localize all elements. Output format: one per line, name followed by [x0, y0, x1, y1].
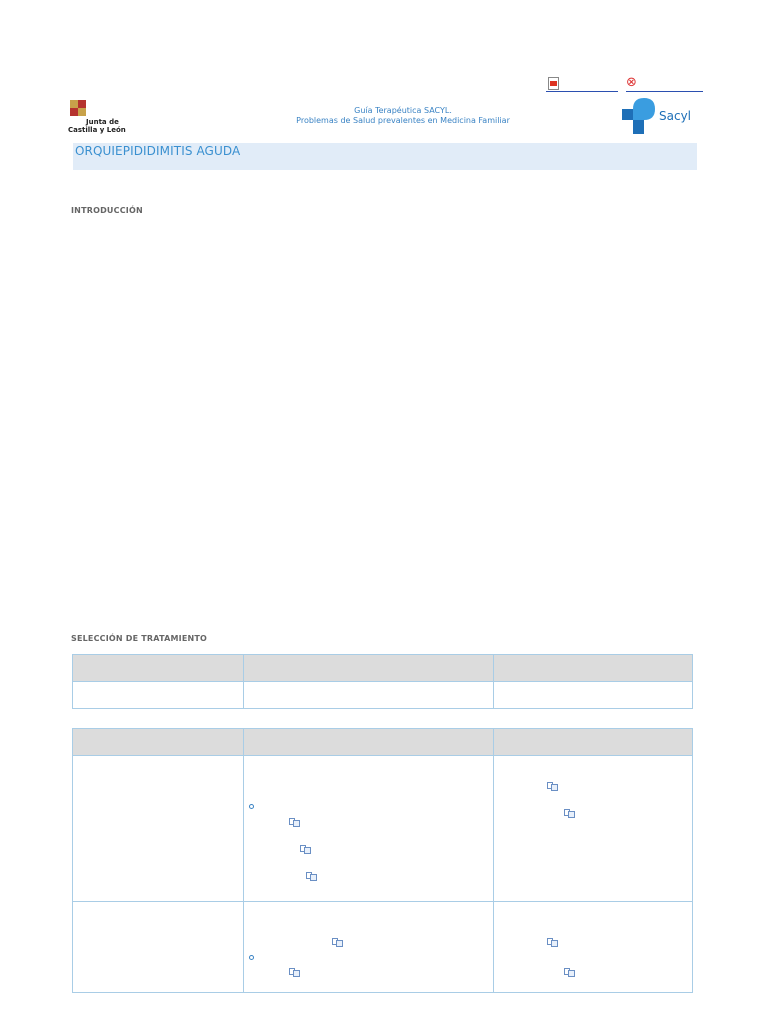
guide-title: [250, 106, 556, 126]
table-cell: [494, 682, 693, 709]
table-row: [73, 682, 693, 709]
close-icon[interactable]: ⊗: [626, 75, 637, 90]
jcyl-logo-line1: Junta de: [86, 118, 119, 126]
reference-icon[interactable]: [547, 782, 558, 791]
table-cell: [73, 756, 244, 902]
pdf-link[interactable]: [546, 76, 618, 92]
table-header-cell: [73, 655, 244, 682]
table-cell: [243, 756, 494, 902]
section-title-introduccion: INTRODUCCIÓN: [71, 206, 143, 215]
table-cell: [494, 756, 693, 902]
jcyl-logo: [68, 100, 138, 134]
reference-icon[interactable]: [564, 968, 575, 977]
table-header-cell: [73, 729, 244, 756]
reference-icon[interactable]: [300, 845, 311, 854]
page-title: ORQUIEPIDIDIMITIS AGUDA: [75, 144, 241, 158]
table-header-cell: [494, 655, 693, 682]
table-cell: [73, 902, 244, 993]
guide-title-line1: Guía Terapéutica SACYL.: [354, 106, 452, 115]
table-cell: [243, 682, 494, 709]
crest-icon: [70, 100, 86, 122]
table-cell: [73, 682, 244, 709]
close-link[interactable]: [626, 76, 703, 92]
reference-icon[interactable]: [306, 872, 317, 881]
table-header-cell: [494, 729, 693, 756]
table-header-cell: [243, 655, 494, 682]
table-header-cell: [243, 729, 494, 756]
title-band: [73, 143, 697, 170]
hollow-circle-bullet-icon: [249, 804, 254, 809]
reference-icon[interactable]: [564, 809, 575, 818]
section-title-seleccion-tratamiento: SELECCIÓN DE TRATAMIENTO: [71, 634, 208, 643]
hollow-circle-bullet-icon: [249, 955, 254, 960]
table-header-row: [73, 655, 693, 682]
reference-icon[interactable]: [547, 938, 558, 947]
reference-icon[interactable]: [332, 938, 343, 947]
pdf-icon[interactable]: [548, 77, 559, 90]
table-header-row: [73, 729, 693, 756]
table-cell: [243, 902, 494, 993]
treatment-table-2: [72, 728, 693, 993]
treatment-table-1: [72, 654, 693, 709]
table-row: [73, 756, 693, 902]
sacyl-logo: [622, 98, 694, 134]
jcyl-logo-line2: Castilla y León: [68, 126, 126, 134]
reference-icon[interactable]: [289, 818, 300, 827]
sacyl-logo-text: Sacyl: [659, 109, 692, 123]
reference-icon[interactable]: [289, 968, 300, 977]
table-cell: [494, 902, 693, 993]
sacyl-cross-icon: [622, 98, 658, 134]
table-row: [73, 902, 693, 993]
guide-title-line2: Problemas de Salud prevalentes en Medicina Familiar: [296, 116, 510, 125]
toolbar: [546, 76, 706, 92]
